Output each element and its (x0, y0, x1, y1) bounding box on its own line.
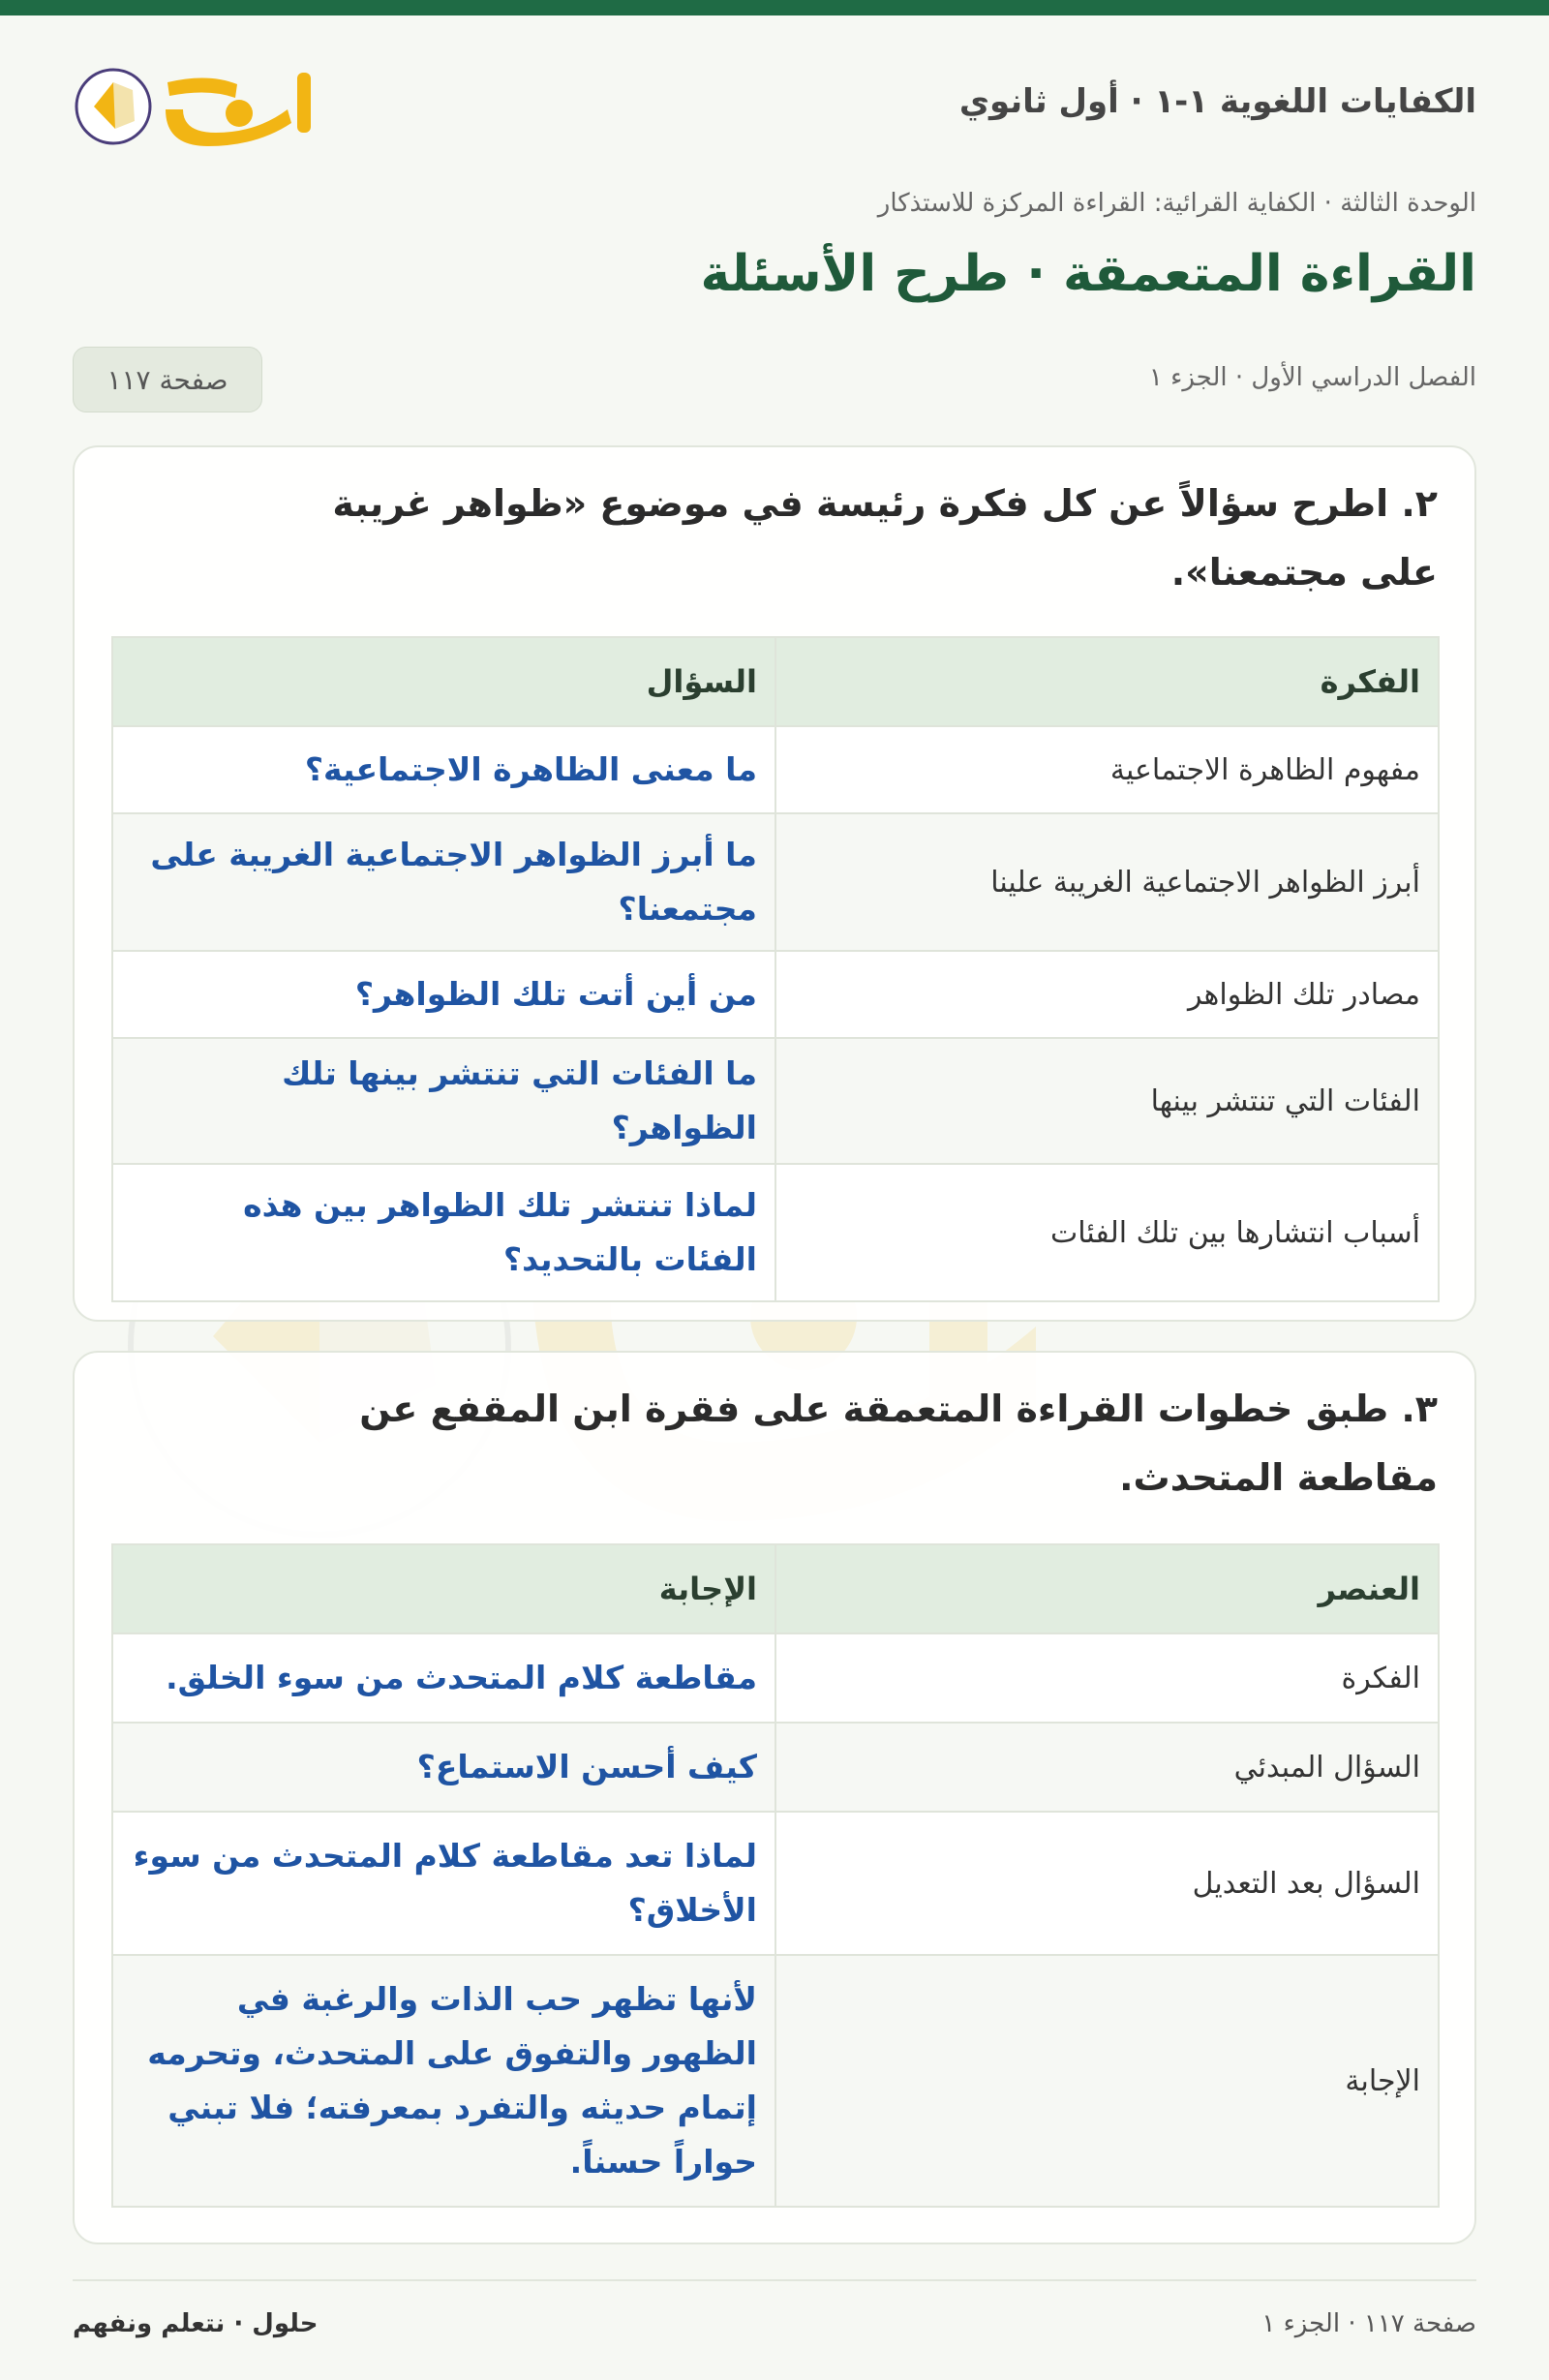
answer-cell: لأنها تظهر حب الذات والرغبة في الظهور والتفوق على المتحدث، وتحرمه إتمام حديثه والتفرد بمعرفته؛ فلا تبني حواراً حسناً. (112, 1955, 775, 2207)
page-number-badge: صفحة ١١٧ (73, 347, 262, 412)
exercise-2-card (73, 445, 1476, 1322)
answer-cell: لماذا تعد مقاطعة كلام المتحدث من سوء الأخلاق؟ (112, 1812, 775, 1955)
table-row (112, 951, 1439, 1038)
book-title: الكفايات اللغوية ١-١ · أول ثانوي (958, 82, 1476, 121)
table-row (112, 726, 1439, 813)
answer-cell: من أين أتت تلك الظواهر؟ (112, 951, 775, 1038)
table-row (112, 1633, 1439, 1723)
idea-cell: مصادر تلك الظواهر (775, 951, 1439, 1038)
exercise-2-question: ٢. اطرح سؤالاً عن كل فكرة رئيسة في موضوع «ظواهر غريبة على مجتمعنا». (332, 482, 1438, 594)
exercise-3-question: ٣. طبق خطوات القراءة المتعمقة على فقرة ابن المقفع عن مقاطعة المتحدث. (359, 1388, 1438, 1499)
table-row (112, 1164, 1439, 1301)
idea-cell: الفكرة (775, 1633, 1439, 1723)
hulul-logo (73, 53, 324, 160)
exercise-3-card (73, 1351, 1476, 2244)
idea-cell: الفئات التي تنتشر بينها (775, 1038, 1439, 1164)
idea-cell: أبرز الظواهر الاجتماعية الغريبة علينا (775, 813, 1439, 951)
exercise-3-table (111, 1543, 1440, 2208)
idea-cell: أسباب انتشارها بين تلك الفئات (775, 1164, 1439, 1301)
page-header (73, 53, 1476, 160)
idea-cell: مفهوم الظاهرة الاجتماعية (775, 726, 1439, 813)
column-header-question: السؤال (112, 637, 775, 726)
answer-cell: كيف أحسن الاستماع؟ (112, 1723, 775, 1812)
top-accent-bar (0, 0, 1549, 15)
answer-cell: لماذا تنتشر تلك الظواهر بين هذه الفئات بالتحديد؟ (112, 1164, 775, 1301)
column-header-element: العنصر (775, 1544, 1439, 1633)
table-row (112, 1723, 1439, 1812)
table-row (112, 1812, 1439, 1955)
table-row (112, 1955, 1439, 2207)
table-row (112, 1038, 1439, 1164)
idea-cell: الإجابة (775, 1955, 1439, 2207)
column-header-answer: الإجابة (112, 1544, 775, 1633)
column-header-idea: الفكرة (775, 637, 1439, 726)
term-info: الفصل الدراسي الأول · الجزء ١ (1148, 363, 1476, 392)
breadcrumb: الوحدة الثالثة · الكفاية القرائية: القراءة المركزة للاستذكار (877, 189, 1476, 218)
footer-tagline: حلول · نتعلم ونفهم (73, 2309, 319, 2338)
answer-cell: مقاطعة كلام المتحدث من سوء الخلق. (112, 1633, 775, 1723)
idea-cell: السؤال بعد التعديل (775, 1812, 1439, 1955)
footer-page-info: صفحة ١١٧ · الجزء ١ (1261, 2309, 1476, 2338)
answer-cell: ما معنى الظاهرة الاجتماعية؟ (112, 726, 775, 813)
exercise-2-table (111, 636, 1440, 1302)
page-title: القراءة المتعمقة · طرح الأسئلة (700, 245, 1476, 303)
table-header-row (112, 1544, 1439, 1633)
table-row (112, 813, 1439, 951)
answer-cell: ما أبرز الظواهر الاجتماعية الغريبة على مجتمعنا؟ (112, 813, 775, 951)
idea-cell: السؤال المبدئي (775, 1723, 1439, 1812)
answer-cell: ما الفئات التي تنتشر بينها تلك الظواهر؟ (112, 1038, 775, 1164)
footer-divider (73, 2279, 1476, 2281)
table-header-row (112, 637, 1439, 726)
